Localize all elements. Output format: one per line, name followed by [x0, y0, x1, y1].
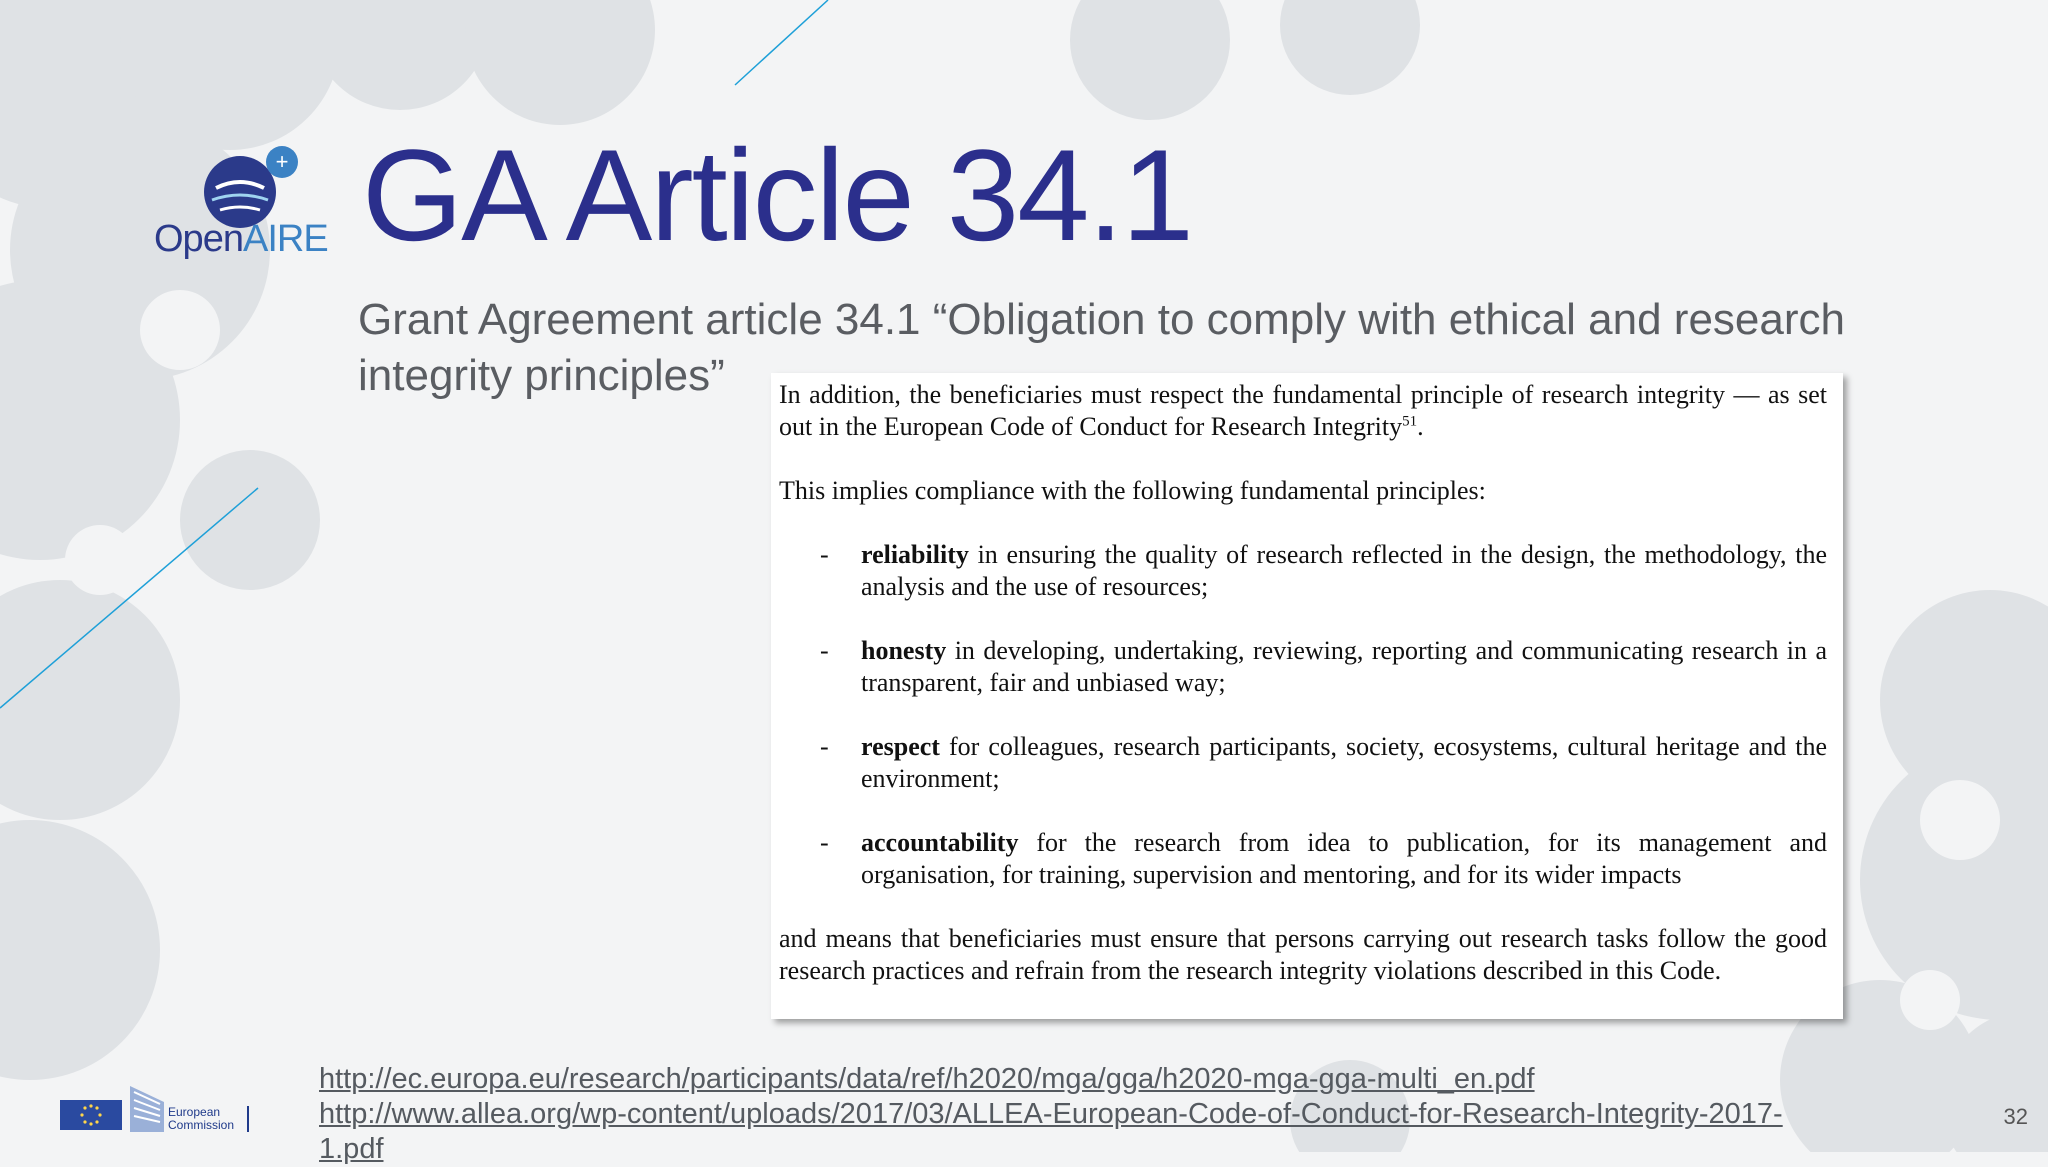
principle-item: [779, 539, 1827, 603]
logo-text-aire: AIRE: [242, 218, 328, 260]
logo-plus-text: +: [275, 149, 289, 174]
principle-text: in ensuring the quality of research reflected in the design, the methodology, the analysis and the use of resources;: [861, 540, 1827, 601]
list-dash: -: [820, 732, 829, 761]
link-h2020-mga[interactable]: http://ec.europa.eu/research/participants/data/ref/h2020/mga/gga/h2020-mga-gga-multi_en.pdf: [319, 1063, 1535, 1095]
principle-text: for the research from idea to publication, for its management and organisation, for training, supervision and mentoring, and for its wider impacts: [861, 828, 1827, 889]
principle-item: [779, 827, 1827, 891]
ec-logo-line2: Commission: [168, 1118, 235, 1132]
excerpt-closing: and means that beneficiaries must ensure that persons carrying out research tasks follow the good research practices and refrain from the research integrity violations described in this Code.: [779, 924, 1827, 985]
footnote-reference: 51: [1402, 413, 1418, 430]
list-dash: -: [820, 540, 829, 569]
excerpt-intro: [779, 379, 1827, 443]
slide-title: GA Article 34.1: [362, 122, 1192, 268]
list-dash: -: [820, 636, 829, 665]
principle-term: respect: [861, 732, 940, 761]
document-excerpt: [771, 373, 1843, 1019]
link-allea-code[interactable]: http://www.allea.org/wp-content/uploads/2017/03/ALLEA-European-Code-of-Conduct-for-Research-Integrity-2017-: [319, 1098, 1783, 1130]
ec-logo-line1: European: [168, 1105, 221, 1119]
principle-term: honesty: [861, 636, 947, 665]
excerpt-intro-text: In addition, the beneficiaries must respect the fundamental principle of research integrity — as set out in the European Code of Conduct for Research Integrity: [779, 380, 1827, 441]
page-number: 32: [2003, 1104, 2028, 1129]
principle-item: [779, 635, 1827, 699]
excerpt-intro-end: .: [1417, 412, 1424, 441]
reference-links: [319, 1062, 1783, 1167]
principle-term: accountability: [861, 828, 1019, 857]
principle-item: [779, 731, 1827, 795]
list-dash: -: [820, 828, 829, 857]
principle-text: in developing, undertaking, reviewing, reporting and communicating research in a transparent, fair and unbiased way;: [861, 636, 1827, 697]
principles-list: [779, 539, 1827, 891]
logo-text-open: Open: [154, 218, 243, 260]
link-allea-code-continued[interactable]: 1.pdf: [319, 1133, 384, 1165]
european-commission-logo-text: [168, 1106, 234, 1132]
openaire-logo-text: [154, 218, 328, 261]
principle-text: for colleagues, research participants, society, ecosystems, cultural heritage and the environment;: [861, 732, 1827, 793]
principle-term: reliability: [861, 540, 969, 569]
excerpt-lead: This implies compliance with the following fundamental principles:: [779, 476, 1486, 505]
slide-subtitle: Grant Agreement article 34.1 “Obligation to comply with ethical and research integrity principles”: [358, 295, 1845, 400]
